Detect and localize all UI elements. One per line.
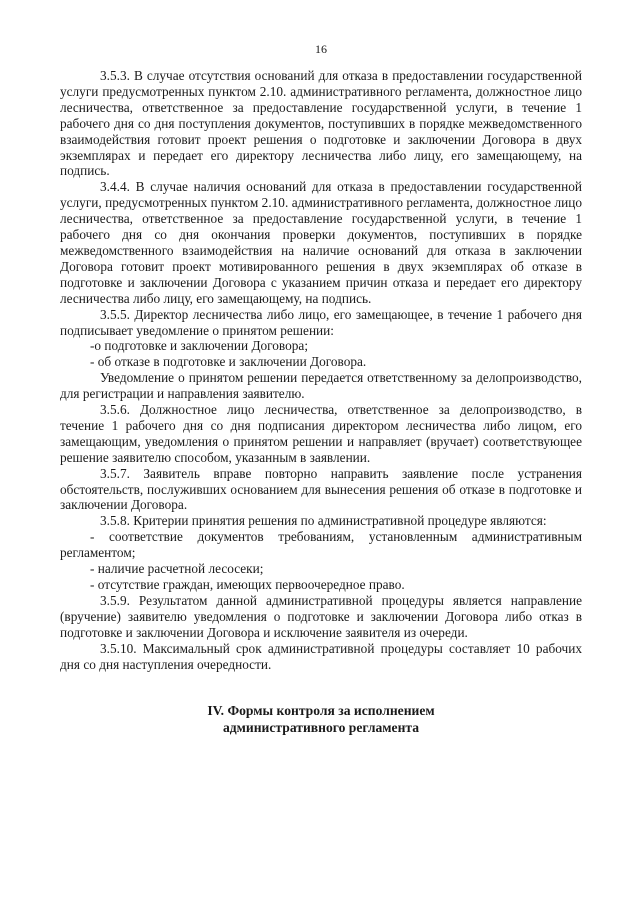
paragraph-notification: Уведомление о принятом решении передается ответственному за делопроизводство, для регистрации и направления заявителю. xyxy=(60,370,582,402)
list-item-criteria-documents: - соответствие документов требованиям, установленным административным регламентом; xyxy=(60,529,582,561)
paragraph-3-5-9: 3.5.9. Результатом данной административной процедуры является направление (вручение) заявителю уведомления о подготовке и заключении Договора либо отказ в подготовке и заключении Договора и исключение заявителя из очереди. xyxy=(60,592,582,640)
paragraph-3-5-10: 3.5.10. Максимальный срок административной процедуры составляет 10 рабочих дня со дня наступления очередности. xyxy=(60,640,582,672)
paragraph-3-5-5: 3.5.5. Директор лесничества либо лицо, его замещающее, в течение 1 рабочего дня подписывает уведомление о принятом решении: xyxy=(60,306,582,338)
paragraph-3-5-8: 3.5.8. Критерии принятия решения по административной процедуре являются: xyxy=(100,513,547,529)
paragraph-3-5-3: 3.5.3. В случае отсутствия оснований для отказа в предоставлении государственной услуги предусмотренных пунктом 2.10. административного регламента, должностное лицо лесничества, ответственное за предоставление государственной услуги, в течение 1 рабочего дня со дня поступления документов, поступивших в порядке межведомственного взаимодействия готовит проект решения о подготовке и заключении Договора в двух экземплярах и передает его директору лесничества либо лицу, его замещающему, на подпись. xyxy=(60,68,582,179)
section-heading-line-2: административного регламента xyxy=(222,720,420,736)
document-body xyxy=(60,68,582,672)
section-heading xyxy=(60,702,582,736)
section-heading-line-1: IV. Формы контроля за исполнением xyxy=(207,703,435,719)
paragraph-3-4-4: 3.4.4. В случае наличия оснований для отказа в предоставлении государственной услуги, предусмотренных пунктом 2.10. административного регламента, должностное лицо лесничества, ответственное за предоставление государственной услуги, в течение 1 рабочего дня со дня окончания проверки документов, поступивших в порядке межведомственного взаимодействия на наличие оснований для отказа в заключении Договора готовит проект мотивированного решения в двух экземплярах об отказе в подготовке и заключении Договора с указанием причин отказа и передает его директору лесничества либо лицу, его замещающему, на подпись. xyxy=(60,179,582,306)
list-item-criteria-priority: - отсутствие граждан, имеющих первоочередное право. xyxy=(90,577,405,592)
paragraph-3-5-7: 3.5.7. Заявитель вправе повторно направить заявление после устранения обстоятельств, послуживших основанием для вынесения решения об отказе в подготовке и заключении Договора. xyxy=(60,465,582,513)
page-number: 16 xyxy=(315,42,327,56)
list-item-preparation: -о подготовке и заключении Договора; xyxy=(90,338,309,354)
paragraph-3-5-6: 3.5.6. Должностное лицо лесничества, ответственное за делопроизводство, в течение 1 рабочего дня со дня подписания директором лесничества либо лицом, его замещающим, уведомления о принятом решении и направляет (вручает) соответствующее решение заявителю способом, указанным в заявлении. xyxy=(60,402,582,465)
list-item-criteria-cutting-area: - наличие расчетной лесосеки; xyxy=(90,561,264,577)
list-item-refusal: - об отказе в подготовке и заключении Договора. xyxy=(90,354,367,370)
